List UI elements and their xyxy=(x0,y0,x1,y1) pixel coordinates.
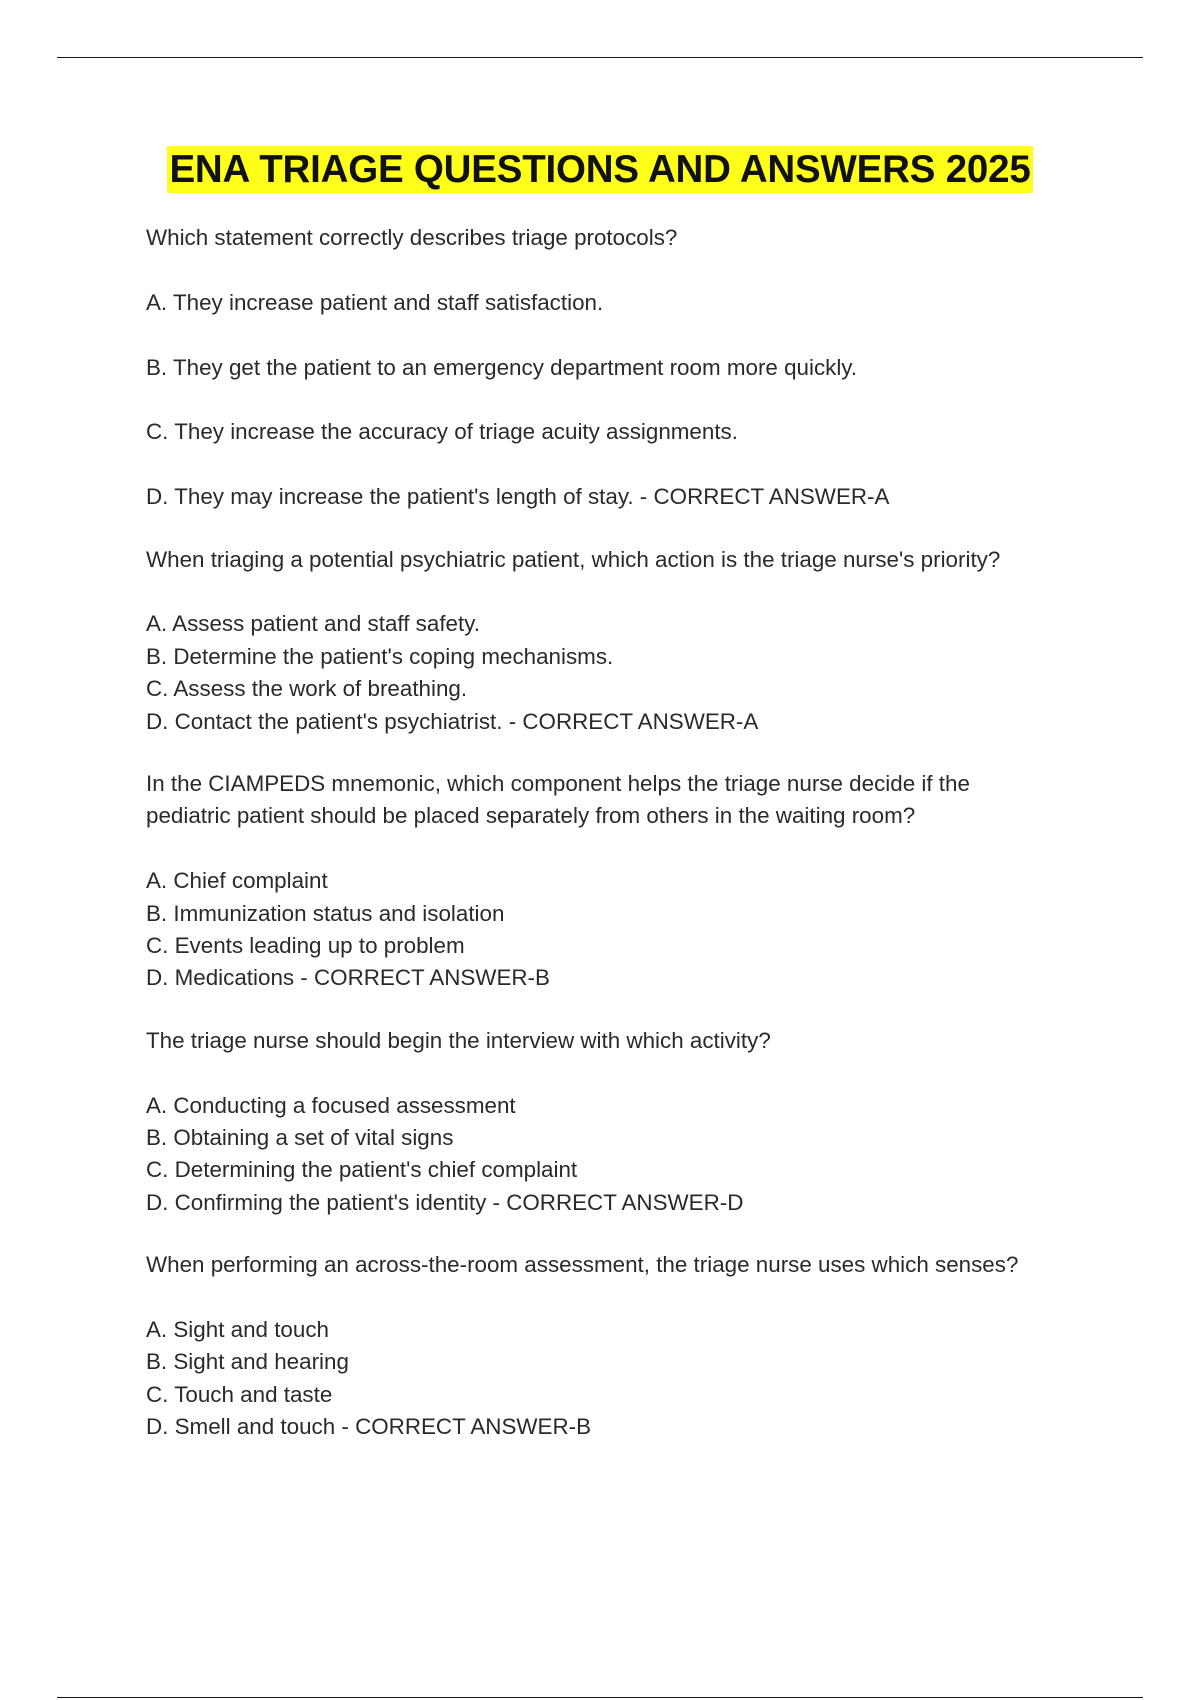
title-container xyxy=(0,146,1200,193)
question-text-line-1: In the CIAMPEDS mnemonic, which component helps the triage nurse decide if the xyxy=(146,771,970,797)
question-text-line-2: pediatric patient should be placed separately from others in the waiting room? xyxy=(146,803,916,829)
question-block-3 xyxy=(146,768,1146,995)
answer-options xyxy=(146,608,1146,738)
answer-option: D. Medications - CORRECT ANSWER-B xyxy=(146,965,550,991)
answer-option: C. They increase the accuracy of triage acuity assignments. xyxy=(146,419,738,445)
answer-option: D. Smell and touch - CORRECT ANSWER-B xyxy=(146,1414,592,1440)
answer-option: C. Assess the work of breathing. xyxy=(146,676,468,702)
bottom-rule xyxy=(57,1697,1143,1698)
answer-option: A. Assess patient and staff safety. xyxy=(146,611,480,637)
question-text: When performing an across-the-room assessment, the triage nurse uses which senses? xyxy=(146,1252,1019,1278)
answer-option: D. They may increase the patient's length of stay. - CORRECT ANSWER-A xyxy=(146,484,890,510)
answer-option: D. Confirming the patient's identity - CORRECT ANSWER-D xyxy=(146,1189,744,1215)
question-block-1 xyxy=(146,222,1146,514)
answer-option: B. Obtaining a set of vital signs xyxy=(146,1125,454,1151)
top-rule xyxy=(57,57,1143,58)
answer-option: C. Touch and taste xyxy=(146,1381,333,1407)
answer-option: A. They increase patient and staff satisfaction. xyxy=(146,289,604,315)
answer-option: B. Determine the patient's coping mechanisms. xyxy=(146,643,614,669)
answer-options xyxy=(146,865,1146,995)
document-title: ENA TRIAGE QUESTIONS AND ANSWERS 2025 xyxy=(169,148,1031,191)
answer-options xyxy=(146,1314,1146,1444)
question-block-4 xyxy=(146,1025,1146,1219)
question-text: When triaging a potential psychiatric patient, which action is the triage nurse's priority? xyxy=(146,546,1001,572)
answer-option: B. Sight and hearing xyxy=(146,1349,349,1375)
answer-option: B. They get the patient to an emergency department room more quickly. xyxy=(146,354,858,380)
question-block-2 xyxy=(146,544,1146,738)
document-body xyxy=(146,222,1146,1444)
answer-options xyxy=(146,1090,1146,1220)
answer-option: D. Contact the patient's psychiatrist. - CORRECT ANSWER-A xyxy=(146,708,759,734)
question-text: The triage nurse should begin the interview with which activity? xyxy=(146,1027,771,1053)
answer-option: C. Determining the patient's chief complaint xyxy=(146,1157,578,1183)
answer-option: A. Conducting a focused assessment xyxy=(146,1092,516,1118)
answer-option: C. Events leading up to problem xyxy=(146,933,465,959)
answer-option: B. Immunization status and isolation xyxy=(146,900,505,926)
answer-option: A. Chief complaint xyxy=(146,868,328,894)
question-block-5 xyxy=(146,1249,1146,1443)
answer-option: A. Sight and touch xyxy=(146,1317,329,1343)
question-text: Which statement correctly describes triage protocols? xyxy=(146,225,678,250)
